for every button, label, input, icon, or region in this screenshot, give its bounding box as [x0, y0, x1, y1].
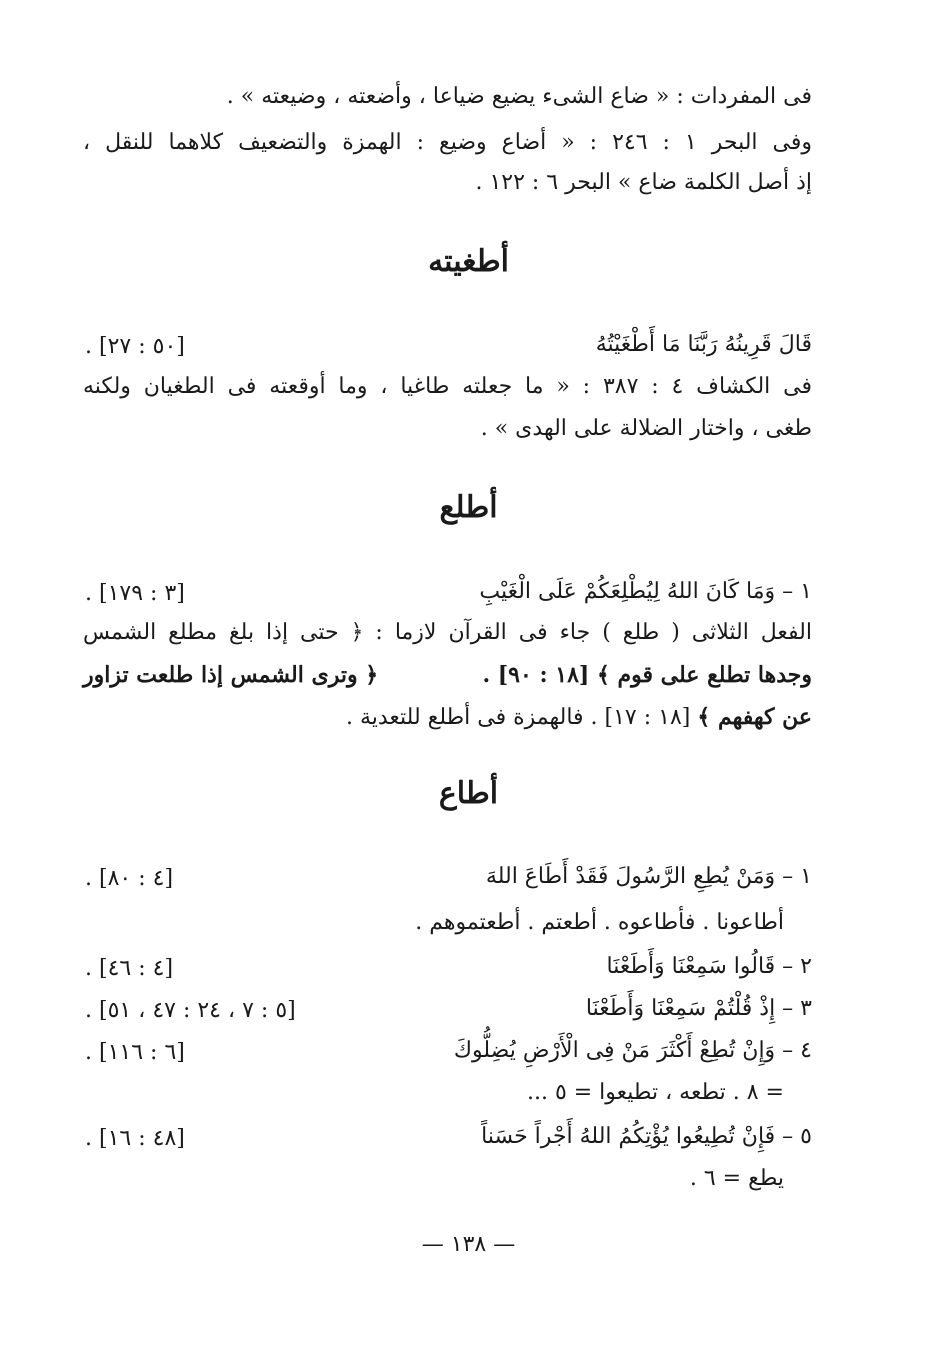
verse-reference-3: [٥ : ٧ ، ٢٤ : ٤٧ ، ٥١] . — [85, 998, 296, 1023]
entry-heading-ataa: أطاع — [438, 776, 499, 811]
page-number: — ١٣٨ — — [421, 1232, 516, 1257]
commentary-line-2a: وجدها تطلع على قوم ﴾ [١٨ : ٩٠] . — [482, 662, 812, 688]
quran-verse-5: ٥ – فَإِنْ تُطِيعُوا يُؤْتِكُمُ اللهُ أَجْراً حَسَناً — [481, 1124, 812, 1149]
bahr-line: وفى البحر ١ : ٢٤٦ : « أضاع وضيع : الهمزة والتضعيف كلاهما للنقل ، — [83, 130, 812, 155]
count-note-2: يطع = ٦ . — [689, 1166, 784, 1191]
entry-heading-atlaa: أطلع — [439, 490, 498, 525]
quran-verse-1: ١ – وَمَنْ يُطِعِ الرَّسُولَ فَقَدْ أَطَاعَ اللهَ — [485, 864, 812, 889]
bahr-line-continued: إذ أصل الكلمة ضاع » البحر ٦ : ١٢٢ . — [475, 170, 812, 195]
verse-reference-1: [٤ : ٨٠] . — [85, 866, 174, 891]
commentary-line-3b: [١٨ : ١٧] . فالهمزة فى أطلع للتعدية . — [345, 705, 691, 730]
quran-verse: قَالَ قَرِينُهُ رَبَّنَا مَا أَطْغَيْتُهُ — [595, 332, 812, 357]
quran-verse-2: ٢ – قَالُوا سَمِعْنَا وَأَطَعْنَا — [606, 954, 812, 979]
entry-heading-atghaytuhu: أطغيته — [428, 244, 509, 279]
verse-reference: [٥٠ : ٢٧] . — [85, 334, 185, 359]
count-note: = ٨ . تطعه ، تطيعوا = ٥ ... — [526, 1080, 784, 1105]
mufradat-line: فى المفردات : « ضاع الشىء يضيع ضياعا ، وأضعته ، وضيعته » . — [226, 84, 812, 109]
commentary-line-3a: عن كهفهم ﴾ — [697, 704, 812, 730]
commentary-line — [83, 616, 812, 650]
kashshaf-line-continued: طغى ، واختار الضلالة على الهدى » . — [480, 416, 812, 441]
derived-forms-note: أطاعونا . فأطاعوه . أطعتم . أطعتموهم . — [415, 910, 784, 935]
verse-reference-2: [٤ : ٤٦] . — [85, 956, 174, 981]
verse-reference-4: [٦ : ١١٦] . — [85, 1040, 185, 1065]
commentary-text: الفعل الثلاثى ( طلع ) جاء فى القرآن لازما : ﴿ حتى إذا بلغ مطلع الشمس — [83, 620, 812, 645]
quran-verse: ١ – وَمَا كَانَ اللهُ لِيُطْلِعَكُمْ عَلَى الْغَيْبِ — [479, 579, 812, 604]
quran-verse-4: ٤ – وَإِنْ تُطِعْ أَكْثَرَ مَنْ فِى الْأَرْضِ يُضِلُّوكَ — [453, 1038, 812, 1063]
commentary-line-2b: ﴿ وترى الشمس إذا طلعت تزاور — [83, 662, 379, 688]
verse-reference-5: [٤٨ : ١٦] . — [85, 1126, 185, 1151]
kashshaf-line: فى الكشاف ٤ : ٣٨٧ : « ما جعلته طاغيا ، وما أوقعته فى الطغيان ولكنه — [83, 374, 812, 399]
verse-reference: [٣ : ١٧٩] . — [85, 581, 185, 606]
quran-verse-3: ٣ – إِذْ قُلْتُمْ سَمِعْنَا وَأَطَعْنَا — [585, 996, 812, 1021]
commentary-line-3 — [346, 700, 812, 735]
